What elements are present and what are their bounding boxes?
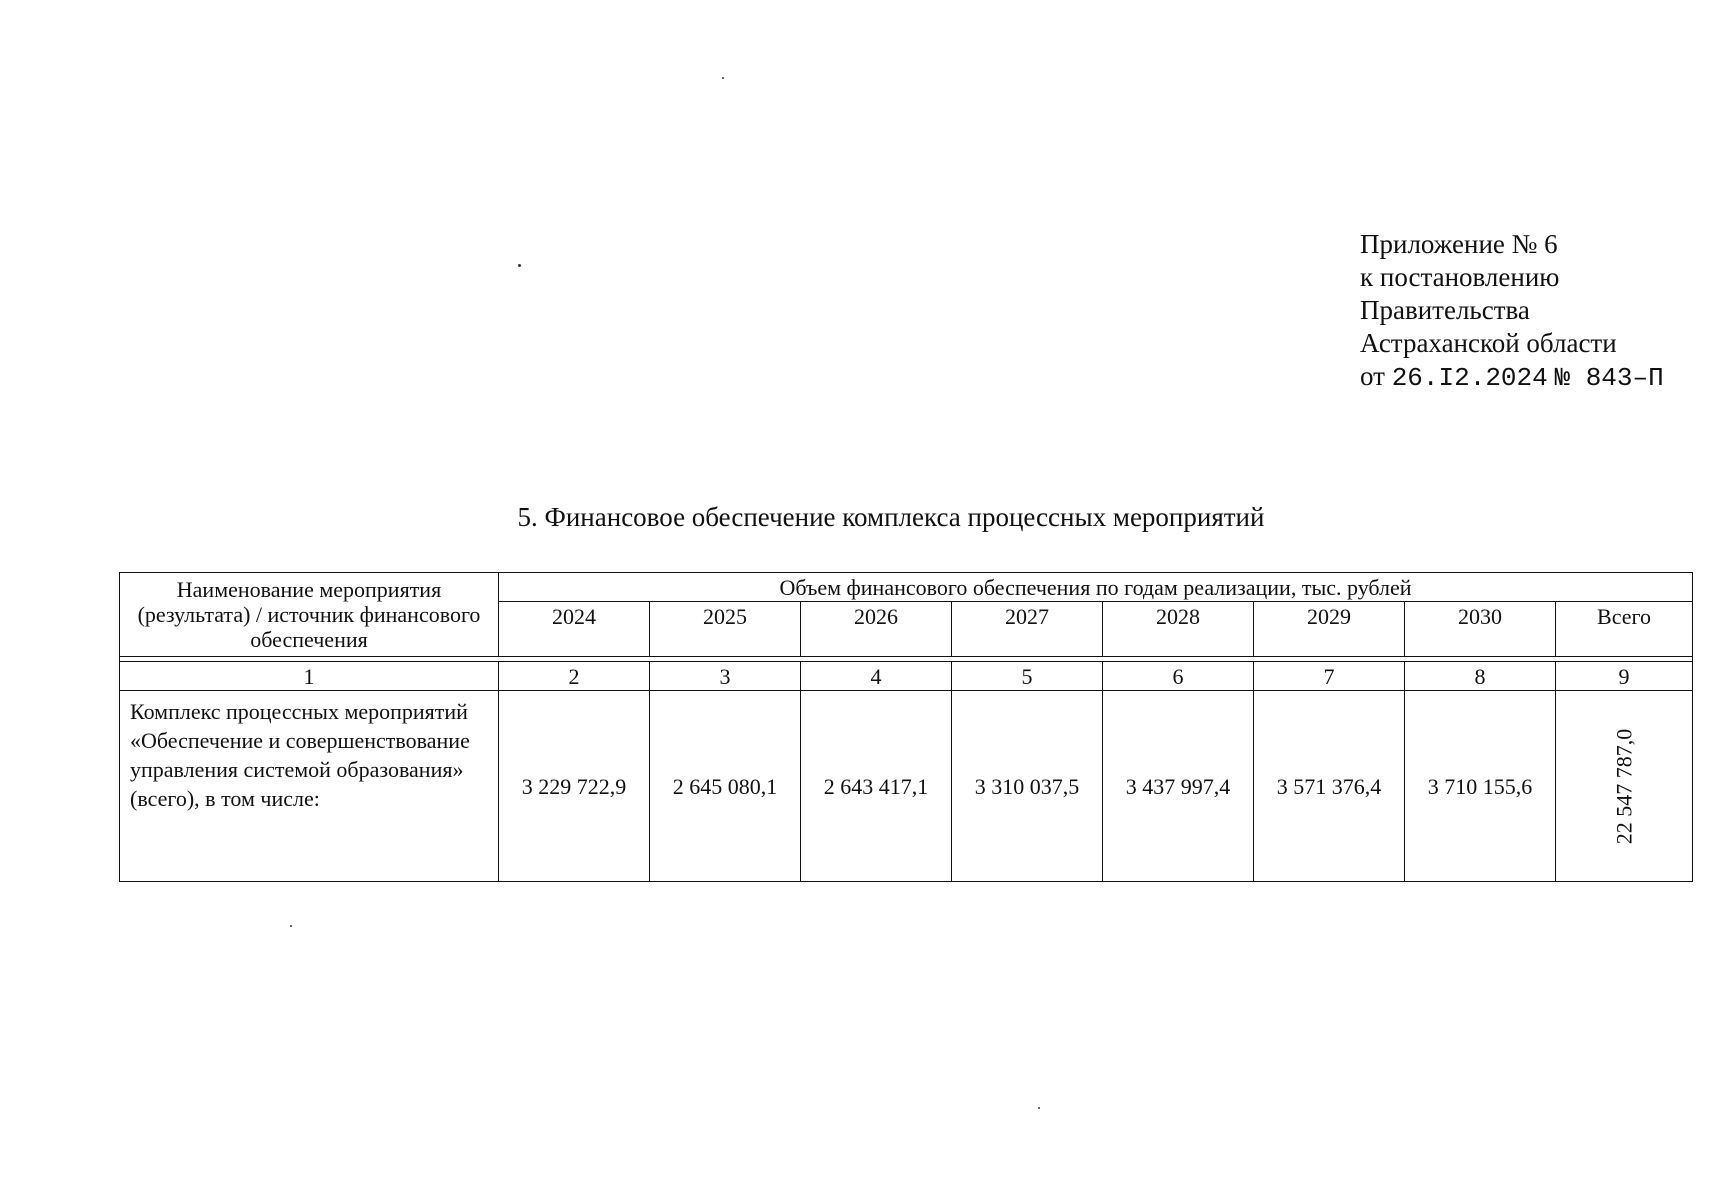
appendix-block — [1360, 228, 1664, 395]
total-value: 22 547 787,0 — [1611, 728, 1637, 844]
column-number: 6 — [1103, 662, 1254, 691]
scan-speck — [518, 264, 521, 267]
year-header: 2029 — [1254, 602, 1405, 657]
column-number: 3 — [650, 662, 801, 691]
column-number: 2 — [499, 662, 650, 691]
section-title: 5. Финансовое обеспечение комплекса процессных мероприятий — [517, 502, 1265, 532]
scan-speck — [290, 925, 292, 927]
col1-header: Наименование мероприятия (результата) / источник финансового обеспечения — [120, 573, 499, 657]
column-number: 1 — [120, 662, 499, 691]
appendix-line-5 — [1360, 360, 1664, 395]
activity-name: Комплекс процессных мероприятий «Обеспечение и совершенствование управления системой образования» (всего), в том числе: — [120, 691, 499, 882]
column-number: 7 — [1254, 662, 1405, 691]
year-header: 2026 — [801, 602, 952, 657]
column-number: 9 — [1556, 662, 1693, 691]
column-number: 8 — [1405, 662, 1556, 691]
value-cell: 3 310 037,5 — [952, 691, 1103, 882]
financing-table — [119, 572, 1693, 882]
appendix-date: 26.I2.2024 — [1391, 363, 1548, 393]
appendix-line-3: Правительства — [1360, 295, 1530, 325]
header-row-1 — [120, 573, 1693, 602]
total-cell — [1556, 691, 1693, 882]
column-numbering-row — [120, 662, 1693, 691]
funding-span-header: Объем финансового обеспечения по годам реализации, тыс. рублей — [499, 573, 1693, 602]
scan-speck — [722, 77, 724, 79]
value-cell: 2 645 080,1 — [650, 691, 801, 882]
year-header: 2028 — [1103, 602, 1254, 657]
appendix-line-4: Астраханской области — [1360, 328, 1617, 358]
column-number: 5 — [952, 662, 1103, 691]
column-number: 4 — [801, 662, 952, 691]
value-cell: 3 710 155,6 — [1405, 691, 1556, 882]
table-row — [120, 691, 1693, 882]
year-header: 2027 — [952, 602, 1103, 657]
value-cell: 3 229 722,9 — [499, 691, 650, 882]
value-cell: 3 437 997,4 — [1103, 691, 1254, 882]
appendix-line-2: к постановлению — [1360, 262, 1560, 292]
year-header: 2025 — [650, 602, 801, 657]
scan-speck — [1038, 1107, 1040, 1109]
total-header: Всего — [1556, 602, 1693, 657]
appendix-line-1: Приложение № 6 — [1360, 229, 1558, 259]
value-cell: 2 643 417,1 — [801, 691, 952, 882]
year-header: 2024 — [499, 602, 650, 657]
appendix-number: № 843–П — [1554, 363, 1664, 393]
year-header: 2030 — [1405, 602, 1556, 657]
appendix-date-prefix: от — [1360, 361, 1385, 391]
value-cell: 3 571 376,4 — [1254, 691, 1405, 882]
